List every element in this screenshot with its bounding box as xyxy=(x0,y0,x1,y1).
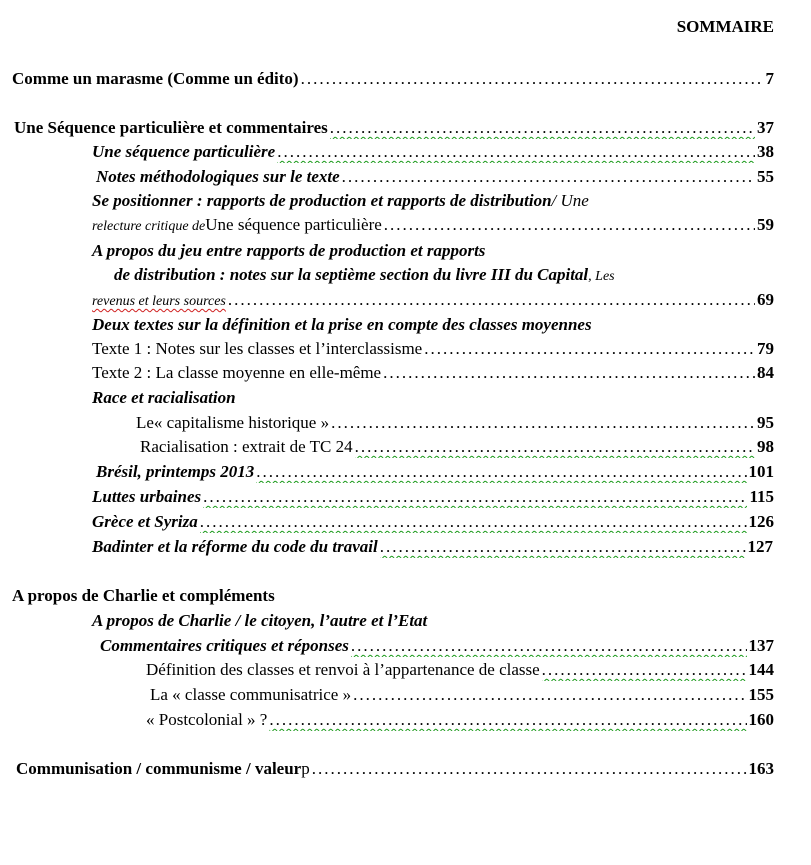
toc-entry-subtitle: p xyxy=(301,759,310,778)
leader-dots xyxy=(203,486,747,508)
leader-dots xyxy=(269,709,746,731)
leader-dots xyxy=(351,635,747,657)
toc-page-number: 160 xyxy=(748,710,774,729)
toc-entry xyxy=(92,338,774,360)
toc-entry-title: Une Séquence particulière et commentaires xyxy=(14,118,328,137)
toc-entry-title: A propos du jeu entre rapports de production et rapports xyxy=(92,241,486,260)
leader-dots xyxy=(383,362,755,384)
toc-entry-subtitle: revenus et leurs sources xyxy=(92,294,226,309)
toc-page-number: 126 xyxy=(748,512,774,531)
toc-section-heading xyxy=(92,314,774,336)
toc-page-number: 84 xyxy=(757,363,774,382)
toc-entry-title: A propos de Charlie et compléments xyxy=(12,586,275,605)
toc-entry-title: Texte 1 : Notes sur les classes et l’interclassisme xyxy=(92,339,423,358)
toc-entry-title: Comme un marasme (Comme un édito) xyxy=(12,69,299,88)
toc-section-heading xyxy=(92,387,774,409)
toc-entry-title: La « classe communisatrice » xyxy=(150,685,352,704)
toc-entry-title: Luttes urbaines xyxy=(92,487,202,506)
toc-entry xyxy=(96,166,774,188)
toc-page-number: 55 xyxy=(757,167,774,186)
toc-entry-title: A propos de Charlie / le citoyen, l’autre et l’Etat xyxy=(92,611,428,630)
leader-dots xyxy=(384,214,755,236)
toc-entry xyxy=(14,117,774,139)
toc-section-heading xyxy=(92,610,774,632)
leader-dots xyxy=(200,511,747,533)
toc-entry xyxy=(92,289,774,313)
toc-page-number: 7 xyxy=(765,69,774,88)
toc-entry xyxy=(92,486,774,508)
toc-entry-title: Texte 2 : La classe moyenne en elle-même xyxy=(92,363,382,382)
toc-entry-title: Grèce et Syriza xyxy=(92,512,198,531)
leader-dots xyxy=(228,289,755,311)
toc-entry-subtitle: / Une xyxy=(551,191,589,210)
toc-entry-title: « Postcolonial » ? xyxy=(146,710,268,729)
toc-entry-title: Notes méthodologiques sur le texte xyxy=(96,167,340,186)
toc-entry xyxy=(100,635,774,657)
toc-entry-title: Commentaires critiques et réponses xyxy=(100,636,349,655)
toc-entry-subtitle: relecture critique de xyxy=(92,219,206,234)
leader-dots xyxy=(312,758,747,780)
toc-entry-subtitle: Une séquence particulière xyxy=(205,215,382,234)
toc-page-number: 38 xyxy=(757,142,774,161)
toc-page-number: 137 xyxy=(748,636,774,655)
toc-entry-title: de distribution : notes sur la septième section du livre III du Capital xyxy=(114,265,589,284)
leader-dots xyxy=(330,117,755,139)
toc-entry xyxy=(16,758,774,780)
toc-entry-title: Le« capitalisme historique » xyxy=(136,413,330,432)
toc-entry xyxy=(92,214,774,238)
toc-entry-title: Se positionner : rapports de production et rapports de distribution xyxy=(92,191,552,210)
toc-entry xyxy=(92,141,774,163)
toc-entry-title: Définition des classes et renvoi à l’appartenance de classe xyxy=(146,660,540,679)
toc-entry-title: Racialisation : extrait de TC 24 xyxy=(140,437,353,456)
leader-dots xyxy=(331,412,755,434)
toc-section-heading xyxy=(12,585,774,607)
toc-entry-line xyxy=(114,264,774,288)
leader-dots xyxy=(355,436,755,458)
toc-page-number: 101 xyxy=(748,462,774,481)
toc-page-number: 98 xyxy=(757,437,774,456)
leader-dots xyxy=(380,536,746,558)
toc-entry xyxy=(146,659,774,681)
toc-entry xyxy=(96,461,774,483)
toc-entry-title: Communisation / communisme / valeur xyxy=(16,759,302,778)
leader-dots xyxy=(256,461,746,483)
toc-entry-line xyxy=(92,190,774,212)
toc-entry xyxy=(136,412,774,434)
leader-dots xyxy=(353,684,746,706)
toc-page-number: 95 xyxy=(757,413,774,432)
leader-dots xyxy=(277,141,755,163)
toc-entry-title: Une séquence particulière xyxy=(92,142,276,161)
toc-entry-subtitle: , Les xyxy=(588,269,615,284)
toc-page-number: 115 xyxy=(749,487,774,506)
toc-page-number: 59 xyxy=(757,215,774,234)
toc-entry-title: Deux textes sur la définition et la prise en compte des classes moyennes xyxy=(92,315,592,334)
toc-entry xyxy=(150,684,774,706)
toc-entry-title: Race et racialisation xyxy=(92,388,236,407)
toc-entry xyxy=(146,709,774,731)
page-title: SOMMAIRE xyxy=(676,17,774,36)
toc-entry-line xyxy=(92,240,774,262)
toc-entry xyxy=(92,536,773,558)
toc-page-number: 79 xyxy=(757,339,774,358)
toc-entry-title: Brésil, printemps 2013 xyxy=(96,462,255,481)
toc-page-number: 144 xyxy=(748,660,774,679)
toc-page-number: 127 xyxy=(747,537,773,556)
leader-dots xyxy=(342,166,755,188)
leader-dots xyxy=(542,659,747,681)
toc-page-number: 69 xyxy=(757,290,774,309)
toc-entry xyxy=(92,362,774,384)
leader-dots xyxy=(424,338,755,360)
toc-page-number: 163 xyxy=(748,759,774,778)
toc-page-number: 155 xyxy=(748,685,774,704)
toc-entry-title: Badinter et la réforme du code du travail xyxy=(92,537,378,556)
toc-entry xyxy=(12,68,774,90)
leader-dots xyxy=(301,68,764,90)
toc-entry xyxy=(92,511,774,533)
toc-entry xyxy=(140,436,774,458)
toc-page-number: 37 xyxy=(757,118,774,137)
